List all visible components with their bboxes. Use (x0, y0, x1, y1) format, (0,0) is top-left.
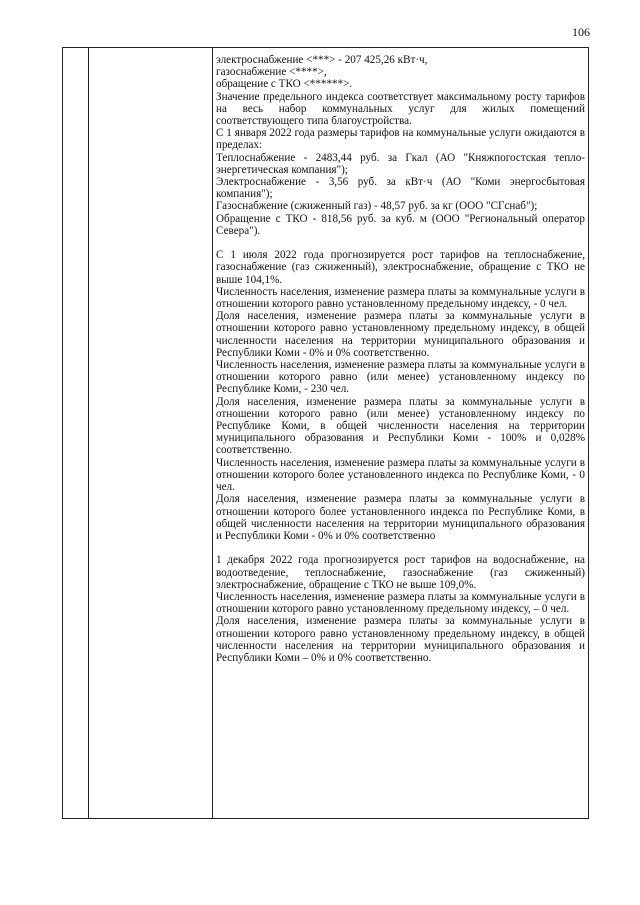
paragraph: Численность населения, изменение размера платы за коммунальные услуги в отношении которого более установленного индекса по Республике Коми, - 0 чел. (216, 456, 585, 494)
paragraph: С 1 июля 2022 года прогнозируется рост тарифов на теплоснабжение, газоснабжение (газ сжиженный), электроснабжение, обращение с ТКО не выше 104,1%. (216, 249, 585, 286)
column-divider-1 (88, 48, 89, 818)
paragraph: Численность населения, изменение размера платы за коммунальные услуги в отношении которого равно установленному предельному индексу, - 0 чел. (216, 285, 585, 311)
document-table (62, 47, 589, 819)
table-cell-text (216, 54, 585, 664)
paragraph: С 1 января 2022 года размеры тарифов на коммунальные услуги ожидаются в пределах: (216, 127, 585, 152)
paragraph: Доля населения, изменение размера платы за коммунальные услуги в отношении которого равно установленному предельному индексу, в общей численности населения на территории муниципального образования и Республики Коми – 0% и 0% соответственно. (216, 615, 585, 664)
paragraph: Электроснабжение - 3,56 руб. за кВт·ч (АО "Коми энергосбытовая компания"); (216, 176, 585, 201)
paragraph: Доля населения, изменение размера платы за коммунальные услуги в отношении которого равно (или менее) установленному индексу по Республике Коми, в общей численности населения на территории муниципального образования и Республики Коми - 100% и 0,028% соответственно. (216, 395, 585, 457)
paragraph: Газоснабжение (сжиженный газ) - 48,57 руб. за кг (ООО "СГснаб"); (216, 200, 538, 213)
paragraph: Значение предельного индекса соответствует максимальному росту тарифов на весь набор коммунальных услуг для жилых помещений соответствующего типа благоустройства. (216, 90, 585, 128)
paragraph: Доля населения, изменение размера платы за коммунальные услуги в отношении которого равно установленному предельному индексу, в общей численности населения на территории муниципального образования и Республики Коми - 0% и 0% соответственно. (216, 310, 585, 359)
column-divider-2 (212, 48, 213, 818)
paragraph: Теплоснабжение - 2483,44 руб. за Гкал (АО "Княжпогостская тепло-энергетическая компания"); (216, 151, 585, 176)
paragraph: Обращение с ТКО - 818,56 руб. за куб. м (ООО "Региональный оператор Севера"). (216, 212, 585, 237)
blank-line (216, 542, 585, 554)
text-line: обращение с ТКО <******>. (216, 78, 353, 91)
paragraph: Численность населения, изменение размера платы за коммунальные услуги в отношении которого равно установленному предельному индексу, – 0 чел. (216, 590, 585, 616)
text-line: газоснабжение <****>, (216, 66, 327, 79)
page-number: 106 (572, 25, 590, 39)
text-line: электроснабжение <***> - 207 425,26 кВт·ч, (216, 54, 428, 66)
paragraph: Численность населения, изменение размера платы за коммунальные услуги в отношении которого равно (или менее) установленному индексу по Республике Коми, - 230 чел. (216, 359, 585, 396)
paragraph: 1 декабря 2022 года прогнозируется рост тарифов на водоснабжение, на водоотведение, теплоснабжение, газоснабжение (газ сжиженный) электроснабжение, обращение с ТКО не выше 109,0%. (216, 554, 585, 591)
paragraph: Доля населения, изменение размера платы за коммунальные услуги в отношении которого более установленного индекса по Республике Коми, в общей численности населения на территории муниципального образования и Республики Коми - 0% и 0% соответственно (216, 493, 585, 542)
blank-line (216, 237, 585, 249)
